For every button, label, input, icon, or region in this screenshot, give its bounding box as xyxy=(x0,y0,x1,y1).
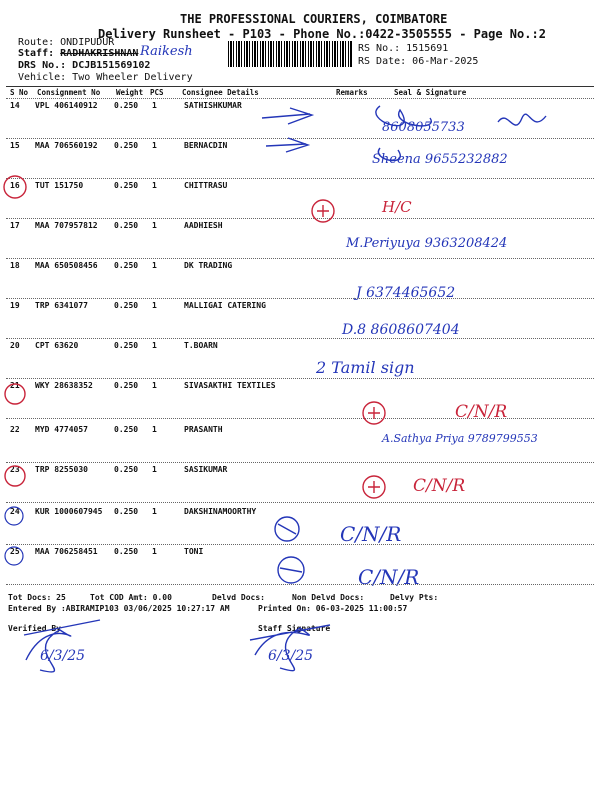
row-handwritten-signature: H/C xyxy=(382,198,412,216)
row-pcs: 1 xyxy=(152,181,157,190)
row-consignee: SASIKUMAR xyxy=(184,465,228,474)
row-consignment: TRP 6341077 xyxy=(35,301,88,310)
row-pcs: 1 xyxy=(152,101,157,110)
row-divider xyxy=(6,138,594,139)
row-pcs: 1 xyxy=(152,301,157,310)
row-consignee: MALLIGAI CATERING xyxy=(184,301,266,310)
row-sno: 16 xyxy=(10,181,20,190)
vehicle: Vehicle: Two Wheeler Delivery xyxy=(18,72,193,83)
staff-name: RADHAKRISHNAN xyxy=(60,48,139,59)
row-consignment: TRP 8255030 xyxy=(35,465,88,474)
col-consignment: Consignment No xyxy=(37,88,101,97)
row-weight: 0.250 xyxy=(114,141,139,150)
row-divider xyxy=(6,378,594,379)
row-consignment: TUT 151750 xyxy=(35,181,84,190)
row-consignee: PRASANTH xyxy=(184,425,223,434)
row-pcs: 1 xyxy=(152,141,157,150)
row-consignment: MAA 650508456 xyxy=(35,261,98,270)
row-weight: 0.250 xyxy=(114,547,139,556)
route: Route: ONDIPUDUR xyxy=(18,37,115,48)
row-handwritten-signature: C/N/R xyxy=(413,476,466,496)
row-handwritten-signature: C/N/R xyxy=(340,522,402,546)
row-handwritten-signature: C/N/R xyxy=(455,402,508,422)
row-sno: 14 xyxy=(10,101,20,110)
verified-by-label: Verified By xyxy=(8,624,61,633)
row-divider xyxy=(6,544,594,545)
runsheet-title: Delivery Runsheet - P103 - Phone No.:0422-3505555 - Page No.:2 xyxy=(98,27,546,41)
staff-line xyxy=(18,48,138,59)
tot-docs: Tot Docs: 25 xyxy=(8,593,66,602)
row-weight: 0.250 xyxy=(114,465,139,474)
verified-date: 6/3/25 xyxy=(40,648,86,664)
row-consignee: BERNACDIN xyxy=(184,141,228,150)
row-handwritten-signature: J 6374465652 xyxy=(356,285,456,301)
row-sno: 25 xyxy=(10,547,20,556)
col-seal: Seal & Signature xyxy=(394,88,467,97)
stamp-23 xyxy=(363,476,385,498)
row-sno: 21 xyxy=(10,381,20,390)
row-weight: 0.250 xyxy=(114,507,139,516)
row-divider xyxy=(6,178,594,179)
row-consignee: DAKSHINAMOORTHY xyxy=(184,507,257,516)
row-consignment: MAA 707957812 xyxy=(35,221,98,230)
row-handwritten-signature: 2 Tamil sign xyxy=(316,358,415,377)
col-sno: S No xyxy=(10,88,29,97)
arrow-14 xyxy=(262,108,312,124)
row-sno: 23 xyxy=(10,465,20,474)
row-consignee: SIVASAKTHI TEXTILES xyxy=(184,381,276,390)
header-rule-top xyxy=(6,86,594,87)
row-divider xyxy=(6,418,594,419)
row-divider xyxy=(6,218,594,219)
non-delvd-docs: Non Delvd Docs: xyxy=(292,593,365,602)
row-sno: 18 xyxy=(10,261,20,270)
sig-14-right xyxy=(498,114,546,125)
arrow-15 xyxy=(266,138,308,152)
stamp-21 xyxy=(363,402,385,424)
stamp-24 xyxy=(275,517,299,541)
row-consignee: CHITTRASU xyxy=(184,181,228,190)
row-pcs: 1 xyxy=(152,425,157,434)
row-consignment: MAA 706560192 xyxy=(35,141,98,150)
row-divider xyxy=(6,584,594,585)
row-weight: 0.250 xyxy=(114,425,139,434)
tot-cod: Tot COD Amt: 0.00 xyxy=(90,593,172,602)
row-divider xyxy=(6,258,594,259)
row-handwritten-signature: D.8 8608607404 xyxy=(342,322,460,338)
row-consignment: VPL 406140912 xyxy=(35,101,98,110)
row-consignment: MYD 4774057 xyxy=(35,425,88,434)
row-sno: 24 xyxy=(10,507,20,516)
row-handwritten-signature: A.Sathya Priya 9789799553 xyxy=(382,432,538,445)
row-weight: 0.250 xyxy=(114,181,139,190)
row-pcs: 1 xyxy=(152,547,157,556)
row-consignee: SATHISHKUMAR xyxy=(184,101,242,110)
row-sno: 20 xyxy=(10,341,20,350)
col-consignee: Consignee Details xyxy=(182,88,259,97)
row-divider xyxy=(6,298,594,299)
row-weight: 0.250 xyxy=(114,261,139,270)
row-pcs: 1 xyxy=(152,507,157,516)
row-consignment: WKY 28638352 xyxy=(35,381,93,390)
printed-on: Printed On: 06-03-2025 11:00:57 xyxy=(258,604,408,613)
col-remarks: Remarks xyxy=(336,88,368,97)
row-consignment: KUR 1000607945 xyxy=(35,507,103,516)
staff-handwritten: Raikesh xyxy=(140,44,193,59)
row-sno: 22 xyxy=(10,425,20,434)
row-sno: 19 xyxy=(10,301,20,310)
row-weight: 0.250 xyxy=(114,341,139,350)
entered-by: Entered By :ABIRAMIP103 03/06/2025 10:27:17 AM xyxy=(8,604,230,613)
staff-label: Staff: xyxy=(18,48,55,59)
row-consignee: T.BOARN xyxy=(184,341,218,350)
staff-signature-label: Staff Signature xyxy=(258,624,331,633)
staff-date: 6/3/25 xyxy=(268,648,314,664)
row-weight: 0.250 xyxy=(114,381,139,390)
row-weight: 0.250 xyxy=(114,301,139,310)
row-handwritten-signature: C/N/R xyxy=(358,565,420,589)
barcode xyxy=(228,41,352,67)
drs-number: DRS No.: DCJB151569102 xyxy=(18,60,151,71)
row-consignee: DK TRADING xyxy=(184,261,233,270)
row-consignment: MAA 706258451 xyxy=(35,547,98,556)
row-pcs: 1 xyxy=(152,341,157,350)
delvy-pts: Delvy Pts: xyxy=(390,593,439,602)
row-handwritten-signature: 8608055733 xyxy=(382,120,465,135)
row-consignee: TONI xyxy=(184,547,204,556)
rs-number: RS No.: 1515691 xyxy=(358,43,449,54)
row-handwritten-signature: Sheena 9655232882 xyxy=(372,152,508,167)
stamp-25 xyxy=(278,557,304,583)
delvd-docs: Delvd Docs: xyxy=(212,593,265,602)
header-rule-bottom xyxy=(6,98,594,99)
row-pcs: 1 xyxy=(152,465,157,474)
row-consignee: AADHIESH xyxy=(184,221,223,230)
row-divider xyxy=(6,502,594,503)
row-divider xyxy=(6,338,594,339)
row-sno: 15 xyxy=(10,141,20,150)
company-name: THE PROFESSIONAL COURIERS, COIMBATORE xyxy=(180,12,448,26)
row-pcs: 1 xyxy=(152,221,157,230)
col-pcs: PCS xyxy=(150,88,164,97)
row-consignment: CPT 63620 xyxy=(35,341,79,350)
row-pcs: 1 xyxy=(152,261,157,270)
row-pcs: 1 xyxy=(152,381,157,390)
col-weight: Weight xyxy=(116,88,144,97)
row-weight: 0.250 xyxy=(114,101,139,110)
row-sno: 17 xyxy=(10,221,20,230)
row-handwritten-signature: M.Periyuya 9363208424 xyxy=(346,236,508,251)
row-weight: 0.250 xyxy=(114,221,139,230)
rs-date: RS Date: 06-Mar-2025 xyxy=(358,56,479,67)
row-divider xyxy=(6,462,594,463)
